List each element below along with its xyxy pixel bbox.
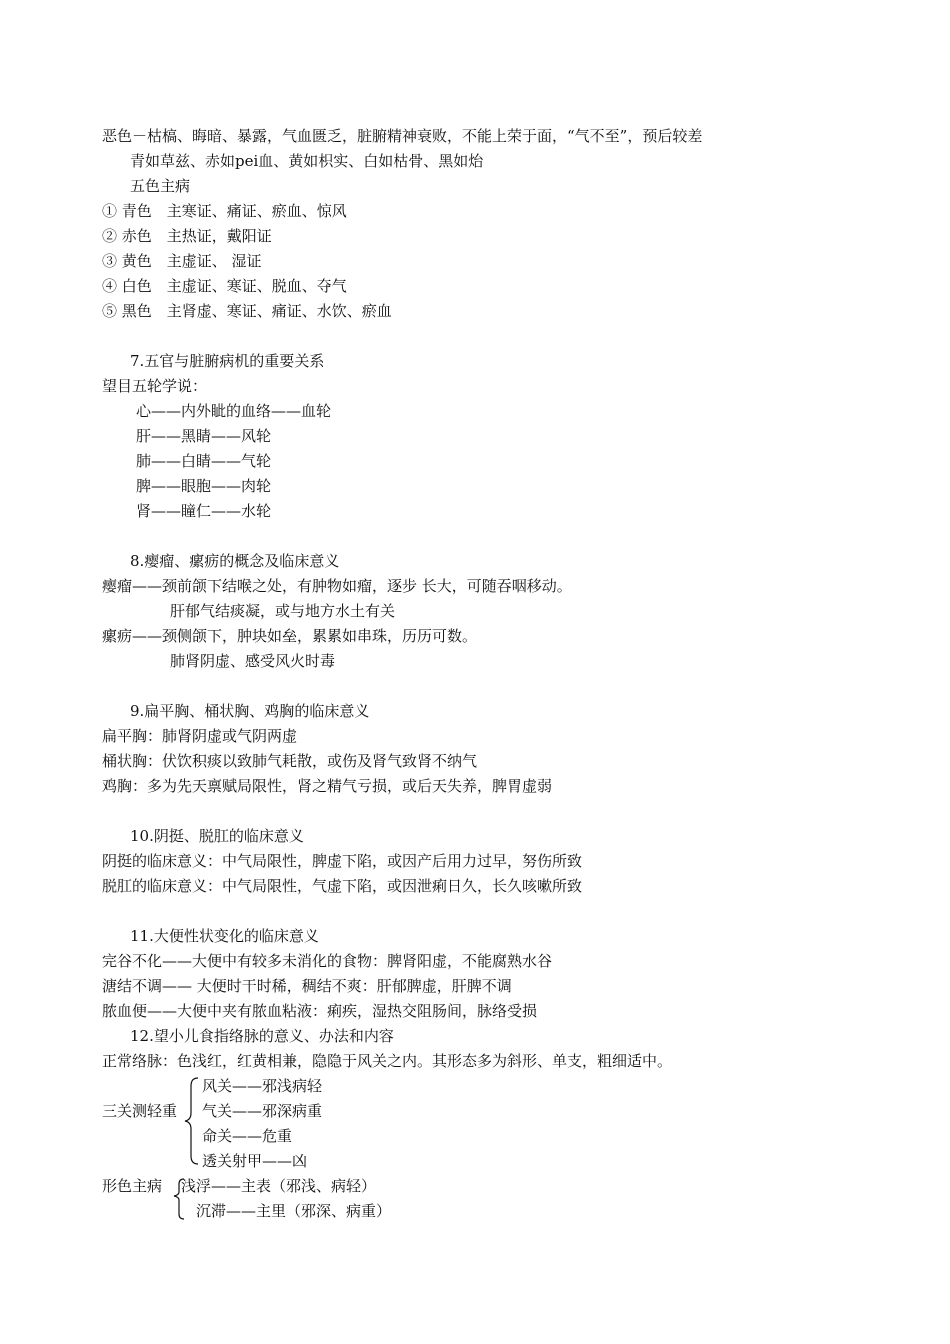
five-wheel-liver: 肝——黑睛——风轮 [136, 427, 272, 445]
color-item-bai: ④ 白色 主虚证、寒证、脱血、夺气 [102, 277, 347, 295]
pigeon-chest-line: 鸡胸：多为先天禀赋局限性，肾之精气亏损，或后天失养，脾胃虚弱 [102, 777, 553, 795]
color-similes-line: 青如草兹、赤如pei血、黄如枳实、白如枯骨、黑如炲 [130, 152, 484, 170]
section-7-subtitle: 望目五轮学说： [102, 377, 208, 395]
color-item-qing: ① 青色 主寒证、痛证、瘀血、惊风 [102, 202, 347, 220]
rectal-prolapse-line: 脱肛的临床意义：中气局限性，气虚下陷，或因泄痢日久，长久咳嗽所致 [102, 877, 583, 895]
color-item-chi: ② 赤色 主热证，戴阳证 [102, 227, 272, 245]
goiter-cause-line: 肝郁气结痰凝，或与地方水土有关 [170, 602, 396, 620]
scrofula-line: 瘰疬——颈侧颌下，肿块如垒，累累如串珠，历历可数。 [102, 627, 478, 645]
superficial-line: 浅浮——主表（邪浅、病轻） [181, 1177, 377, 1195]
five-wheel-kidney: 肾——瞳仁——水轮 [136, 502, 272, 520]
uterine-prolapse-line: 阴挺的临床意义：中气局限性，脾虚下陷，或因产后用力过早，努伤所致 [102, 852, 583, 870]
five-wheel-spleen: 脾——眼胞——肉轮 [136, 477, 272, 495]
undigested-stool-line: 完谷不化——大便中有较多未消化的食物：脾肾阳虚，不能腐熟水谷 [102, 952, 553, 970]
deep-line: 沉滞——主里（邪深、病重） [196, 1202, 392, 1220]
section-11-title: 11.大便性状变化的临床意义 [130, 927, 319, 945]
shape-color-label: 形色主病 [102, 1177, 163, 1195]
section-9-title: 9.扁平胸、桶状胸、鸡胸的临床意义 [130, 702, 370, 720]
bloody-stool-line: 脓血便——大便中夹有脓血粘液：痢疾，湿热交阻肠间，脉络受损 [102, 1002, 538, 1020]
scrofula-cause-line: 肺肾阴虚、感受风火时毒 [170, 652, 336, 670]
normal-vein-line: 正常络脉：色浅红，红黄相兼，隐隐于风关之内。其形态多为斜形、单支，粗细适中。 [102, 1052, 673, 1070]
color-item-hei: ⑤ 黑色 主肾虚、寒证、痛证、水饮、瘀血 [102, 302, 392, 320]
section-8-title: 8.瘿瘤、瘰疬的概念及临床意义 [130, 552, 340, 570]
wind-gate-line: 风关——邪浅病轻 [202, 1077, 323, 1095]
section-10-title: 10.阴挺、脱肛的临床意义 [130, 827, 304, 845]
five-colors-heading: 五色主病 [130, 177, 191, 195]
goiter-line: 瘿瘤——颈前颌下结喉之处，有肿物如瘤，逐步 长大，可随吞咽移动。 [102, 577, 572, 595]
qi-gate-line: 气关——邪深病重 [202, 1102, 323, 1120]
through-gate-line: 透关射甲——凶 [202, 1152, 308, 1170]
life-gate-line: 命关——危重 [202, 1127, 293, 1145]
barrel-chest-line: 桶状胸：伏饮积痰以致肺气耗散，或伤及肾气致肾不纳气 [102, 752, 478, 770]
five-wheel-lung: 肺——白睛——气轮 [136, 452, 272, 470]
three-gates-label: 三关测轻重 [102, 1102, 178, 1120]
irregular-stool-line: 溏结不调—— 大便时干时稀，稠结不爽：肝郁脾虚，肝脾不调 [102, 977, 512, 995]
three-gates-brace [184, 1076, 202, 1166]
flat-chest-line: 扁平胸：肺肾阴虚或气阴两虚 [102, 727, 298, 745]
section-7-title: 7.五官与脏腑病机的重要关系 [130, 352, 325, 370]
color-item-huang: ③ 黄色 主虚证、 湿证 [102, 252, 262, 270]
bad-color-line: 恶色－枯槁、晦暗、暴露，气血匮乏，脏腑精神衰败，不能上荣于面，“气不至”，预后较差 [102, 127, 703, 145]
five-wheel-heart: 心——内外眦的血络——血轮 [136, 402, 332, 420]
section-12-title: 12.望小儿食指络脉的意义、办法和内容 [130, 1027, 394, 1045]
